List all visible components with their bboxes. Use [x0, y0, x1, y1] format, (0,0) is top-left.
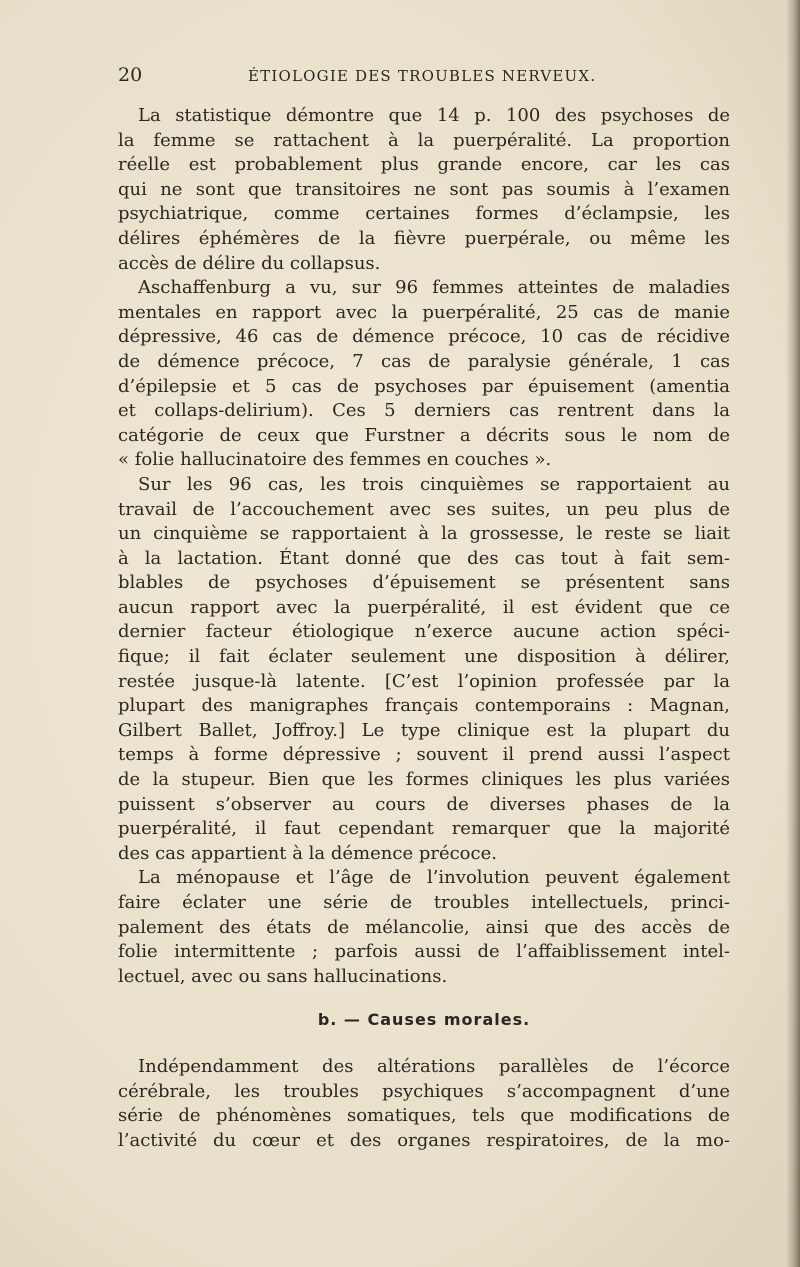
text-line: et collaps-delirium). Ces 5 derniers cas rentrent dans la [118, 400, 730, 422]
text-line: temps à forme dépressive ; souvent il prend aussi l’aspect [118, 744, 730, 766]
text-line: la femme se rattachent à la puerpéralité. La proportion [118, 129, 730, 151]
text-line: palement des états de mélancolie, ainsi que des accès de [118, 916, 730, 938]
text-line: série de phénomènes somatiques, tels que modifications de [118, 1105, 730, 1127]
text-line: d’épilepsie et 5 cas de psychoses par épuisement (amentia [118, 375, 730, 397]
text-line: dépressive, 46 cas de démence précoce, 10 cas de récidive [118, 326, 730, 348]
text-line: des cas appartient à la démence précoce. [118, 842, 497, 864]
text-line: blables de psychoses d’épuisement se présentent sans [118, 572, 730, 594]
text-line: Indépendamment des altérations parallèles de l’écorce [138, 1056, 730, 1077]
section-heading: b. — Causes morales. [317, 1010, 531, 1029]
text-line: puerpéralité, il faut cependant remarquer que la majorité [118, 818, 730, 840]
text-line: mentales en rapport avec la puerpéralité, 25 cas de manie [118, 301, 730, 323]
page-header [118, 64, 730, 94]
text-line: un cinquième se rapportaient à la grossesse, le reste se liait [118, 523, 730, 545]
text-line: à la lactation. Étant donné que des cas tout à fait sem- [118, 547, 730, 569]
page-edge-shadow [786, 0, 800, 1267]
page-number: 20 [118, 64, 143, 86]
text-line: Sur les 96 cas, les trois cinquièmes se rapportaient au [138, 473, 730, 495]
text-line: fique; il fait éclater seulement une disposition à délirer, [118, 646, 730, 668]
section-text [118, 1055, 730, 1153]
main-text [118, 104, 730, 989]
text-line: de démence précoce, 7 cas de paralysie générale, 1 cas [118, 350, 730, 372]
text-line: puissent s’observer au cours de diverses phases de la [118, 793, 730, 815]
text-line: cérébrale, les troubles psychiques s’accompagnent d’une [118, 1080, 730, 1102]
text-line: travail de l’accouchement avec ses suites, un peu plus de [118, 498, 730, 520]
text-line: La ménopause et l’âge de l’involution peuvent également [138, 867, 730, 889]
text-line: « folie hallucinatoire des femmes en couches ». [118, 449, 552, 471]
running-head: ÉTIOLOGIE DES TROUBLES NERVEUX. [248, 67, 597, 85]
text-line: catégorie de ceux que Furstner a décrits sous le nom de [118, 424, 730, 446]
text-line: La statistique démontre que 14 p. 100 des psychoses de [138, 105, 730, 126]
text-line: aucun rapport avec la puerpéralité, il est évident que ce [118, 596, 730, 618]
text-line: qui ne sont que transitoires ne sont pas soumis à l’examen [118, 178, 730, 200]
text-line: délires éphémères de la fièvre puerpérale, ou même les [118, 227, 730, 249]
text-line: plupart des manigraphes français contemporains : Magnan, [118, 695, 730, 717]
text-line: Aschaffenburg a vu, sur 96 femmes atteintes de maladies [138, 277, 730, 299]
text-line: folie intermittente ; parfois aussi de l’affaiblissement intel- [118, 941, 730, 963]
text-line: psychiatrique, comme certaines formes d’éclampsie, les [118, 203, 730, 225]
text-line: accès de délire du collapsus. [118, 252, 381, 274]
text-line: faire éclater une série de troubles intellectuels, princi- [118, 892, 730, 913]
text-line: lectuel, avec ou sans hallucinations. [118, 965, 448, 987]
text-line: réelle est probablement plus grande encore, car les cas [118, 154, 730, 176]
text-line: de la stupeur. Bien que les formes cliniques les plus variées [118, 769, 730, 791]
text-line: l’activité du cœur et des organes respiratoires, de la mo- [118, 1129, 730, 1151]
text-line: restée jusque-là latente. [C’est l’opinion professée par la [118, 670, 730, 692]
text-line: dernier facteur étiologique n’exerce aucune action spéci- [118, 621, 730, 643]
text-line: Gilbert Ballet, Joffroy.] Le type clinique est la plupart du [118, 719, 730, 741]
